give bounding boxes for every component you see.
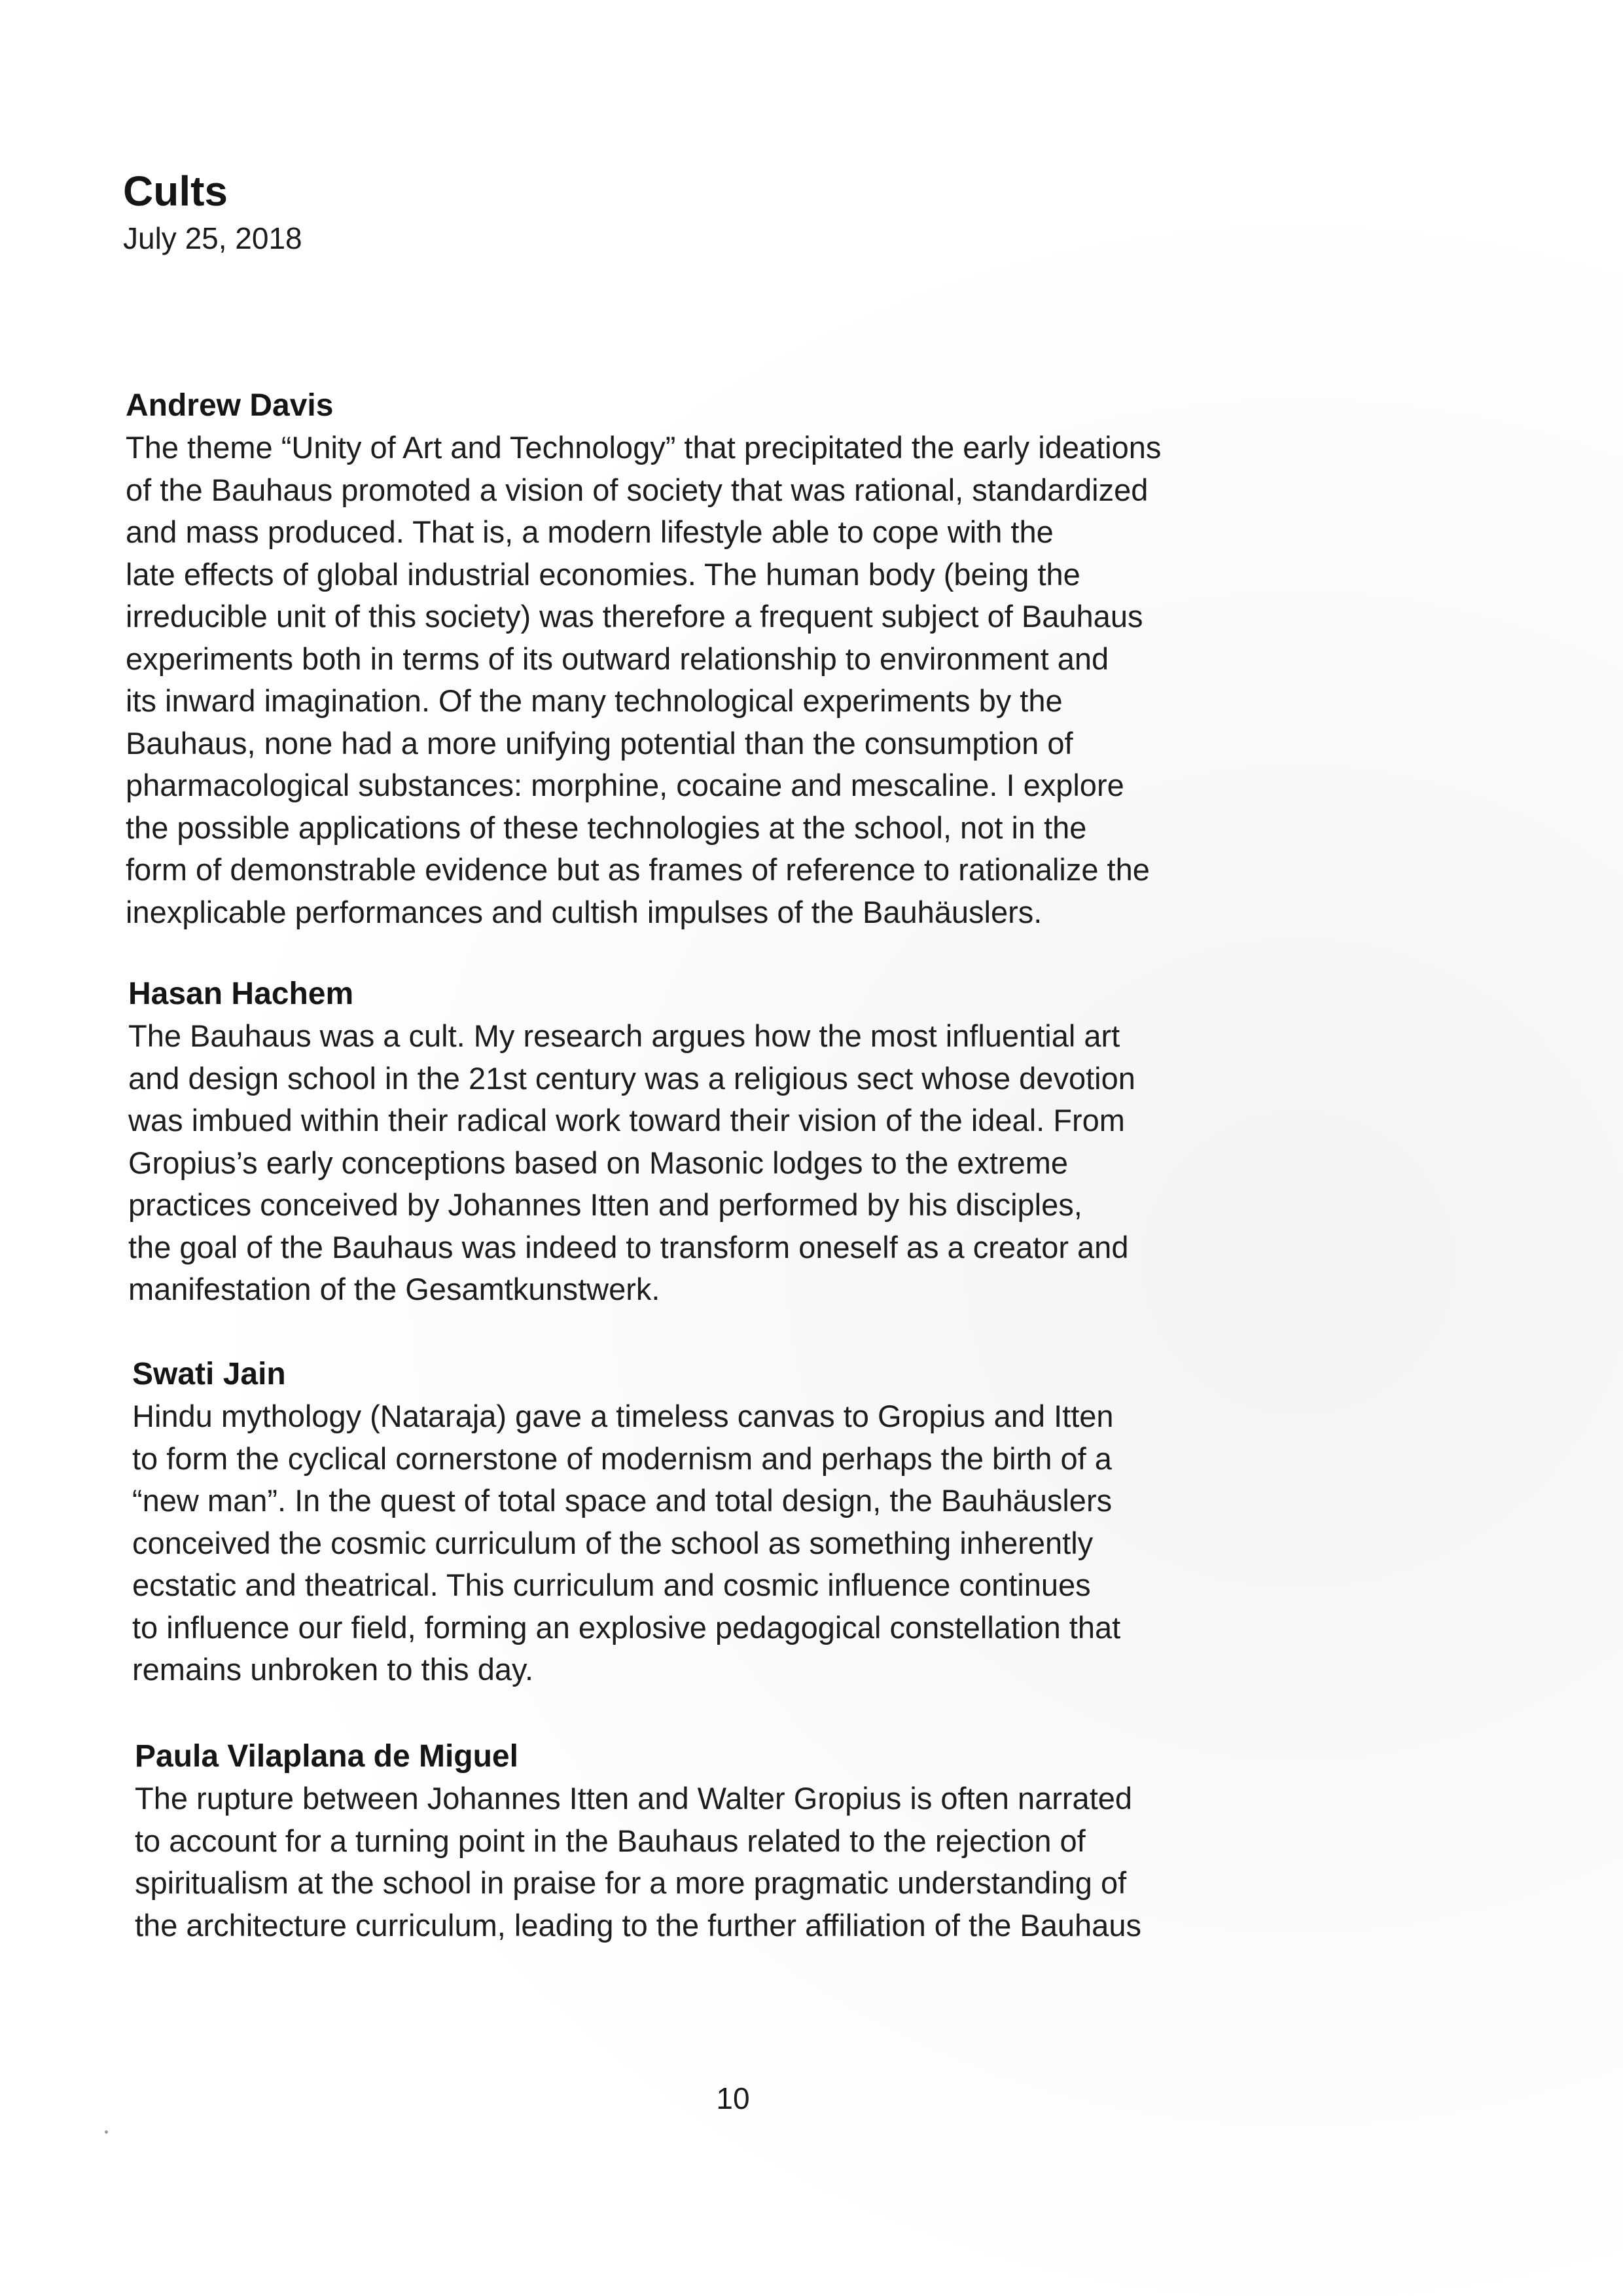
entry-text: The rupture between Johannes Itten and Walter Gropius is often narrated to account for a turning point in the Bauhaus related to the rejection of spiritualism at the school in praise for a more pragmatic understanding of the architecture curriculum, leading to the further affiliation of the Bauhaus bbox=[135, 1781, 1141, 1943]
page-number: 10 bbox=[716, 2081, 750, 2115]
entry-paula-vilaplana-de-miguel bbox=[135, 1736, 1332, 1946]
entry-author: Andrew Davis bbox=[126, 388, 334, 423]
publication-date: July 25, 2018 bbox=[123, 221, 302, 255]
entry-text: The theme “Unity of Art and Technology” that precipitated the early ideations of the Bauhaus promoted a vision of society that was rational, standardized and mass produced. That is, a modern lifestyle able to cope with the late effects of global industrial economies. The human body (being the irreducible unit of this society) was therefore a frequent subject of Bauhaus experiments both in terms of its outward relationship to environment and its inward imagination. Of the many technological experiments by the Bauhaus, none had a more unifying potential than the consumption of pharmacological substances: morphine, cocaine and mescaline. I explore the possible applications of these technologies at the school, not in the form of demonstrable evidence but as frames of reference to rationalize the inexplicable performances and cultish impulses of the Bauhäuslers. bbox=[126, 430, 1162, 929]
entry-swati-jain bbox=[132, 1354, 1330, 1691]
page-title: Cults bbox=[123, 168, 228, 215]
scan-speck bbox=[105, 2130, 108, 2134]
entry-hasan-hachem bbox=[128, 973, 1326, 1311]
entry-author: Swati Jain bbox=[132, 1357, 286, 1391]
entry-author: Hasan Hachem bbox=[128, 977, 354, 1011]
entry-text: The Bauhaus was a cult. My research argues how the most influential art and design school in the 21st century was a religious sect whose devotion was imbued within their radical work toward their vision of the ideal. From Gropius’s early conceptions based on Masonic lodges to the extreme practices conceived by Johannes Itten and performed by his disciples, the goal of the Bauhaus was indeed to transform oneself as a creator and manifestation of the Gesamtkunstwerk. bbox=[128, 1018, 1135, 1306]
entry-andrew-davis bbox=[126, 385, 1323, 933]
entry-author: Paula Vilaplana de Miguel bbox=[135, 1739, 518, 1774]
entry-text: Hindu mythology (Nataraja) gave a timeless canvas to Gropius and Itten to form the cyclical cornerstone of modernism and perhaps the birth of a “new man”. In the quest of total space and total design, the Bauhäuslers conceived the cosmic curriculum of the school as something inherently ecstatic and theatrical. This curriculum and cosmic influence continues to influence our field, forming an explosive pedagogical constellation that remains unbroken to this day. bbox=[132, 1399, 1121, 1687]
